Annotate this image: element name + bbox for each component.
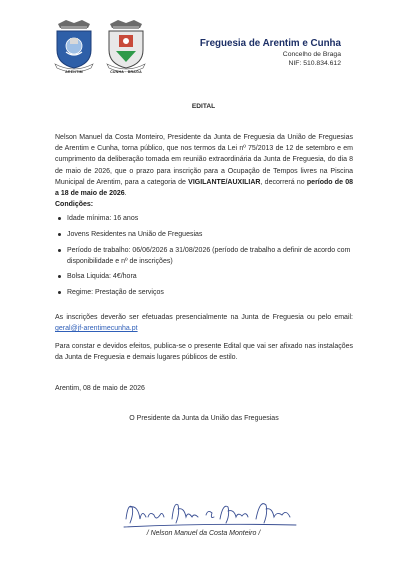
organization-nif: NIF: 510.834.612	[288, 60, 341, 67]
registration-text: As inscrições deverão ser efetuadas presencialmente na Junta de Freguesia ou pelo email:	[55, 313, 353, 321]
signatory-name: / Nelson Manuel da Costa Monteiro /	[146, 530, 261, 537]
cunha-coat-of-arms	[104, 18, 148, 72]
crest-right-label: CUNHA · BRAGA	[110, 70, 142, 74]
closing-paragraph: Para constar e devidos efeitos, publica-se o presente Edital que vai ser afixado nas instalações da Junta de Freguesia e demais lugares públicos de estilo.	[55, 343, 353, 362]
registration-paragraph	[55, 312, 353, 334]
email-link[interactable]: geral@jf-arentimecunha.pt	[55, 325, 138, 332]
category-text: VIGILANTE/AUXILIAR	[188, 178, 261, 186]
intro-text-1: Nelson Manuel da Costa Monteiro, Presidente da Junta de Freguesia da União de Freguesias de Arentim e Cunha, torna público, que nos termos da Lei nº 75/2013 de 12 de setembro e em cumprimento da deliberação tomada em reunião extraordinária da Junta de Freguesia, do dia 8 de maio de 2026, que o prazo para inscrição para a Ocupação de Tempos livres na Piscina Municipal de Arentim, para a categoria de	[55, 134, 353, 186]
intro-paragraph	[55, 132, 353, 199]
period-text: período de 08 a 18 de maio de 2026	[55, 178, 353, 198]
signatory-intro: O Presidente da Junta da União das Freguesias	[129, 414, 279, 422]
condition-item: Período de trabalho: 06/06/2026 a 31/08/2026 (período de trabalho a definir de acordo com disponibilidade e nº de inscrições)	[55, 245, 353, 267]
organization-name: Freguesia de Arentim e Cunha	[199, 38, 341, 49]
document-body	[55, 132, 353, 431]
document-title: EDITAL	[191, 103, 216, 110]
condition-item: Idade mínima: 16 anos	[55, 213, 353, 224]
conditions-title: Condições:	[55, 201, 94, 209]
condition-item: Bolsa Liquida: 4€/hora	[55, 271, 353, 282]
intro-text-3: .	[124, 190, 127, 198]
arentim-coat-of-arms	[52, 18, 96, 72]
intro-text-2: , decorrerá no	[260, 178, 307, 186]
organization-block	[200, 38, 341, 68]
condition-item: Jovens Residentes na União de Freguesias	[55, 229, 353, 240]
crest-left-label: ARENTIM	[65, 70, 83, 74]
condition-item: Regime: Prestação de serviços	[55, 287, 353, 298]
organization-concelho: Concelho de Braga	[282, 51, 341, 58]
date-line: Arentim, 08 de maio de 2026	[55, 384, 145, 392]
conditions-list	[55, 213, 353, 297]
